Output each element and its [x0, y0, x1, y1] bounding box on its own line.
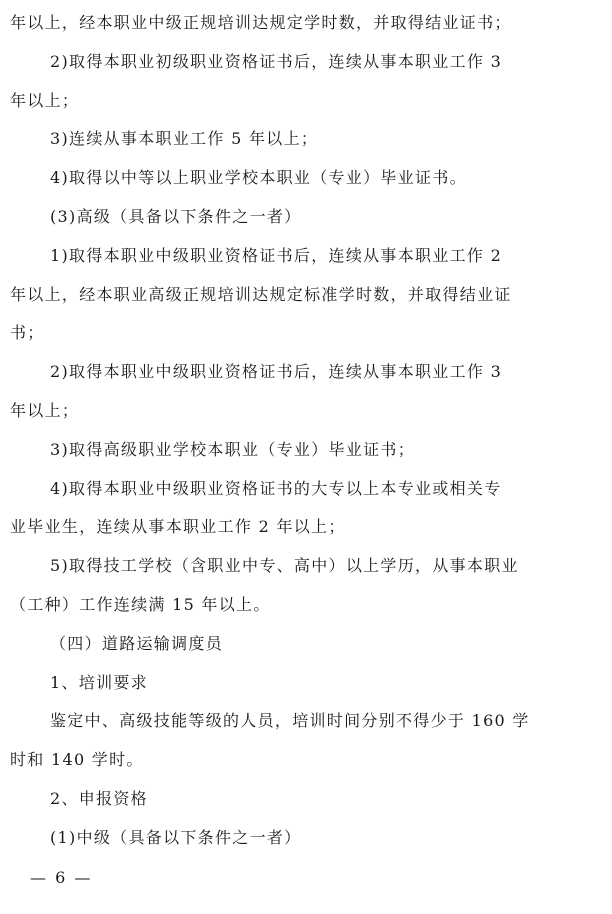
text-line: 业毕业生，连续从事本职业工作 2 年以上；: [10, 517, 346, 537]
text-line: 年以上；: [10, 400, 80, 420]
text-line: （工种）工作连续满 15 年以上。: [10, 594, 271, 614]
text-line: 1)取得本职业中级职业资格证书后，连续从事本职业工作 2: [50, 245, 503, 265]
section-heading: (1)中级（具备以下条件之一者）: [50, 827, 302, 847]
text-line: 3)连续从事本职业工作 5 年以上；: [50, 129, 319, 149]
text-line: 鉴定中、高级技能等级的人员，培训时间分别不得少于 160 学: [50, 711, 530, 731]
text-line: 5)取得技工学校（含职业中专、高中）以上学历，从事本职业: [50, 556, 519, 576]
section-heading: （四）道路运输调度员: [50, 633, 224, 653]
text-line: 4)取得以中等以上职业学校本职业（专业）毕业证书。: [50, 168, 467, 188]
text-line: 3)取得高级职业学校本职业（专业）毕业证书；: [50, 439, 416, 459]
text-line: 4)取得本职业中级职业资格证书的大专以上本专业或相关专: [50, 478, 502, 498]
text-line: 时和 140 学时。: [10, 750, 144, 770]
text-line: 年以上；: [10, 90, 80, 110]
text-line: 书；: [10, 323, 45, 343]
page-number: — 6 —: [30, 868, 93, 887]
document-body: [10, 4, 600, 858]
text-line: 2)取得本职业初级职业资格证书后，连续从事本职业工作 3: [50, 51, 503, 71]
subsection-heading: 1、培训要求: [50, 672, 148, 692]
text-line: 2)取得本职业中级职业资格证书后，连续从事本职业工作 3: [50, 362, 503, 382]
text-line: 年以上，经本职业高级正规培训达规定标准学时数，并取得结业证: [10, 284, 512, 304]
section-heading: (3)高级（具备以下条件之一者）: [50, 206, 302, 226]
subsection-heading: 2、申报资格: [50, 788, 148, 808]
text-line: 年以上，经本职业中级正规培训达规定学时数，并取得结业证书；: [10, 13, 512, 32]
